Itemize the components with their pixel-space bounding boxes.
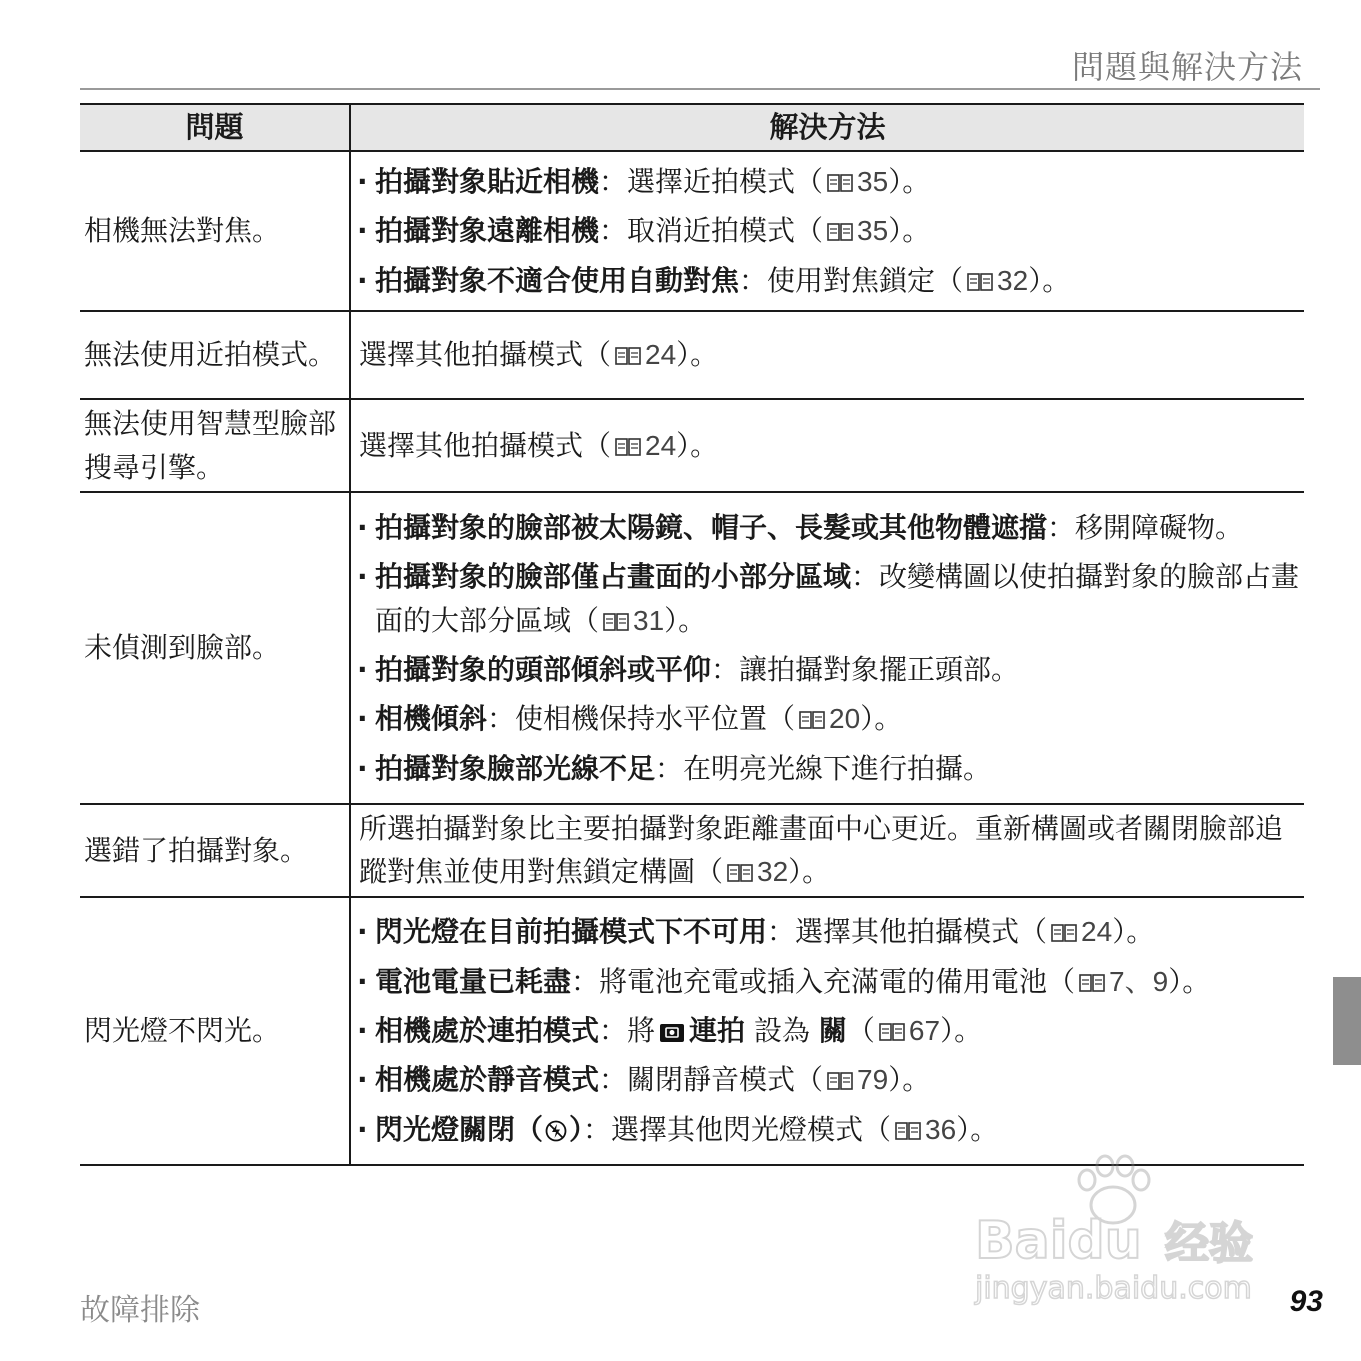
table-row [80, 804, 1304, 897]
book-icon [799, 711, 825, 729]
solution-cell [350, 399, 1304, 492]
solution-cell [350, 311, 1304, 399]
flash-off-icon [545, 1120, 567, 1142]
svg-text:jingyan.baidu.com: jingyan.baidu.com [975, 1271, 1252, 1306]
table-header-row [80, 104, 1304, 151]
column-header-problem: 問題 [80, 104, 350, 151]
svg-text:Baidu: Baidu [975, 1211, 1142, 1271]
solution-bullet: · 相機傾斜：使相機保持水平位置（ 20）。 [355, 697, 1300, 740]
solution-bullet: · 電池電量已耗盡：將電池充電或插入充滿電的備用電池（ 7、9）。 [355, 960, 1300, 1003]
solution-bullet: · 閃光燈在目前拍攝模式下不可用：選擇其他拍攝模式（ 24）。 [355, 910, 1300, 953]
page-number: 93 [1289, 1285, 1323, 1318]
book-icon [615, 438, 641, 456]
column-header-solution: 解決方法 [350, 104, 1304, 151]
problem-cell: 選錯了拍攝對象。 [80, 804, 350, 897]
solution-bullet: · 拍攝對象貼近相機：選擇近拍模式（ 35）。 [355, 160, 1300, 203]
book-icon [1051, 924, 1077, 942]
problem-cell: 無法使用智慧型臉部搜尋引擎。 [80, 399, 350, 492]
chapter-side-tab [1333, 977, 1361, 1065]
solution-cell [350, 151, 1304, 311]
solution-cell [350, 897, 1304, 1165]
solution-bullet: · 拍攝對象臉部光線不足：在明亮光線下進行拍攝。 [355, 747, 1300, 790]
book-icon [827, 1072, 853, 1090]
problem-cell: 未偵測到臉部。 [80, 492, 350, 804]
continuous-shooting-icon [659, 1021, 685, 1043]
problem-cell: 相機無法對焦。 [80, 151, 350, 311]
solution-bullet: · 拍攝對象的臉部被太陽鏡、帽子、長髮或其他物體遮擋：移開障礙物。 [355, 506, 1300, 549]
table-row [80, 399, 1304, 492]
table-row [80, 897, 1304, 1165]
book-icon [615, 347, 641, 365]
book-icon [827, 174, 853, 192]
table-row [80, 151, 1304, 311]
baidu-watermark [965, 1150, 1285, 1310]
solution-bullet: · 拍攝對象的臉部僅占畫面的小部分區域：改變構圖以使拍攝對象的臉部占畫面的大部分區域（ 31）。 [355, 555, 1300, 642]
header-rule [80, 88, 1320, 90]
book-icon [727, 864, 753, 882]
solution-bullet: · 拍攝對象遠離相機：取消近拍模式（ 35）。 [355, 209, 1300, 252]
book-icon [879, 1023, 905, 1041]
problem-cell: 無法使用近拍模式。 [80, 311, 350, 399]
table-row [80, 492, 1304, 804]
book-icon [967, 273, 993, 291]
solution-bullet: · 相機處於連拍模式：將 連拍 設為 關（ 67）。 [355, 1009, 1300, 1052]
chapter-footer: 故障排除 [80, 1293, 200, 1328]
svg-text:经验: 经验 [1165, 1218, 1253, 1269]
book-icon [827, 223, 853, 241]
solution-bullet: · 相機處於靜音模式：關閉靜音模式（ 79）。 [355, 1058, 1300, 1101]
solution-cell [350, 492, 1304, 804]
table-row [80, 311, 1304, 399]
solution-bullet: · 閃光燈關閉（ ）：選擇其他閃光燈模式（ 36）。 [355, 1108, 1300, 1151]
solution-text: 所選拍攝對象比主要拍攝對象距離畫面中心更近。重新構圖或者關閉臉部追蹤對焦並使用對焦鎖定構圖（ 32）。 [359, 811, 1284, 889]
solution-cell [350, 804, 1304, 897]
solution-text: 選擇其他拍攝模式（ 24）。 [359, 338, 719, 372]
solution-bullet: · 拍攝對象不適合使用自動對焦：使用對焦鎖定（ 32）。 [355, 259, 1300, 302]
book-icon [1079, 974, 1105, 992]
section-title: 問題與解決方法 [1071, 48, 1303, 86]
solution-text: 選擇其他拍攝模式（ 24）。 [359, 428, 719, 462]
book-icon [895, 1122, 921, 1140]
solution-bullet: · 拍攝對象的頭部傾斜或平仰：讓拍攝對象擺正頭部。 [355, 648, 1300, 691]
problem-cell: 閃光燈不閃光。 [80, 897, 350, 1165]
troubleshooting-table [80, 103, 1304, 1166]
book-icon [603, 613, 629, 631]
